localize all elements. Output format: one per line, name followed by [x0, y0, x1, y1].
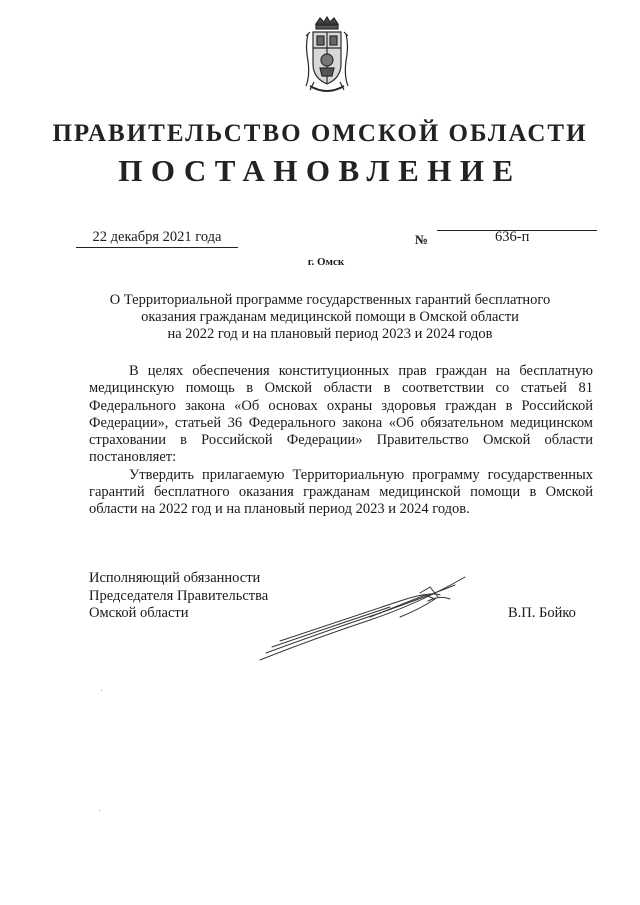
decree-number: 636-п [495, 229, 530, 245]
subject-line: на 2022 год и на плановый период 2023 и 2024 годов [167, 326, 493, 342]
body-paragraph: В целях обеспечения конституционных прав граждан на бесплатную медицинскую помощь в Омской области в соответствии со статьей 81 Федерального закона «Об основах охраны здоровья граждан в Российской Федерации», статьей 36 Федерального закона «Об обязательном медицинском страховании в Российской Федерации» Правительство Омской области постановляет: [89, 363, 593, 466]
position-line: Председателя Правительства [89, 587, 269, 604]
city-label: г. Омск [307, 256, 345, 268]
position-line: Омской области [89, 605, 189, 621]
decree-body [89, 363, 593, 519]
coat-of-arms-icon [302, 16, 352, 96]
decree-subject [100, 292, 560, 343]
body-paragraph: Утвердить прилагаемую Территориальную программу государственных гарантий бесплатного оказания гражданам медицинской помощи в Омской области на 2022 год и на плановый период 2023 и 2024 годов. [89, 466, 593, 518]
signatory-position [89, 570, 268, 623]
decree-date: 22 декабря 2021 года [76, 229, 238, 248]
position-line: Исполняющий обязанности [89, 570, 261, 586]
subject-line: О Территориальной программе государственных гарантий бесплатного [109, 292, 551, 308]
government-title: ПРАВИТЕЛЬСТВО ОМСКОЙ ОБЛАСТИ [52, 120, 588, 147]
scan-speck [101, 690, 102, 691]
scan-speck [99, 810, 100, 811]
signatory-name: В.П. Бойко [508, 605, 576, 621]
document-type-title: ПОСТАНОВЛЕНИЕ [118, 153, 522, 188]
handwritten-signature-icon [250, 565, 480, 665]
subject-line: оказания гражданам медицинской помощи в Омской области [141, 309, 519, 325]
decree-number-field [437, 229, 597, 245]
number-label: № [415, 232, 429, 247]
